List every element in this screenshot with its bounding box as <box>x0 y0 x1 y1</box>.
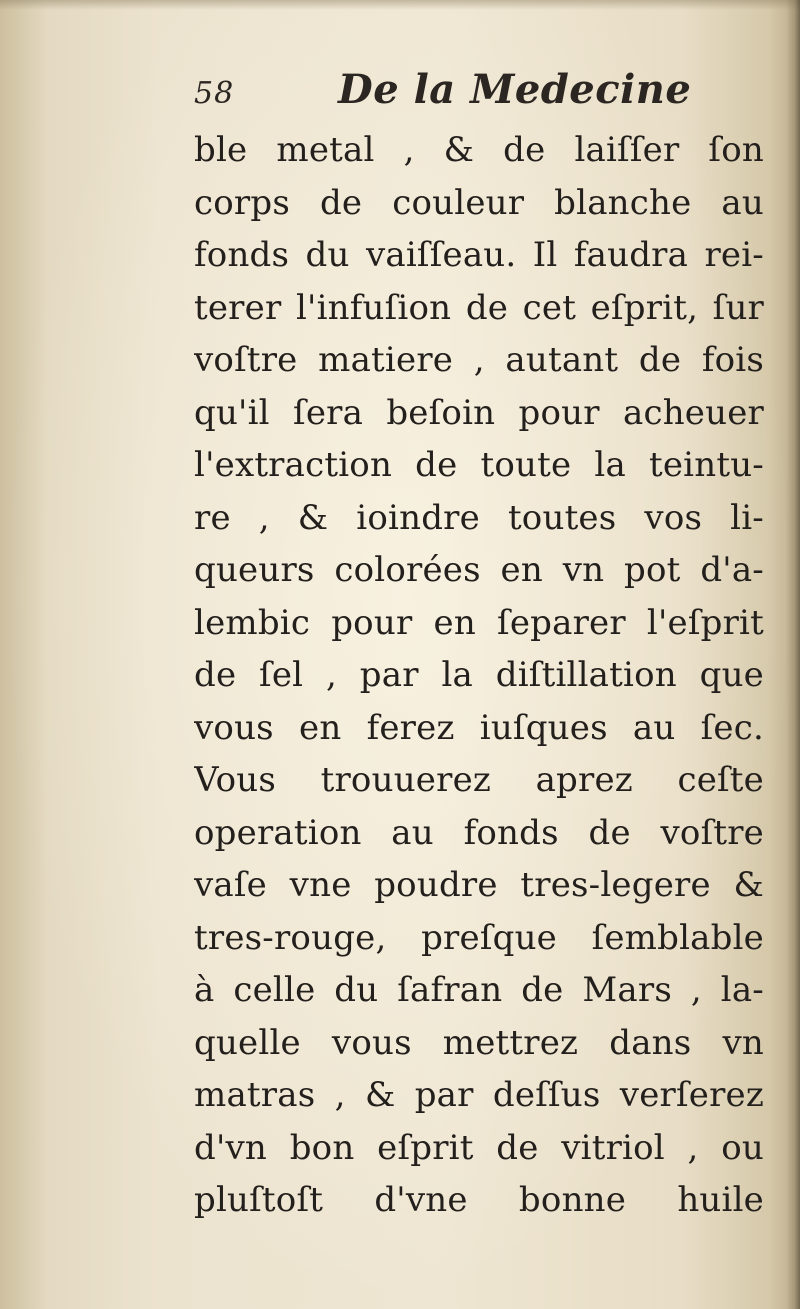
page-number: 58 <box>194 76 235 111</box>
text-line: re , & ioindre toutes vos li- <box>194 497 764 538</box>
text-line: terer l'infuſion de cet eſprit, ſur <box>194 287 764 328</box>
text-line: ble metal , & de laiſſer ſon <box>194 130 764 170</box>
text-line: vous en ferez iuſques au ſec. <box>194 707 764 748</box>
text-line: vaſe vne poudre tres-legere & <box>194 865 764 905</box>
text-line: queurs colorées en vn pot d'a- <box>194 550 764 590</box>
text-line: quelle vous mettrez dans vn <box>194 1022 764 1063</box>
text-line: tres-rouge, preſque ſemblable <box>194 917 764 958</box>
page-top-shadow <box>0 0 800 10</box>
text-line: d'vn bon eſprit de vitriol , ou <box>194 1127 764 1168</box>
text-line: fonds du vaiſſeau. Il faudra rei- <box>194 235 764 275</box>
page-gutter-shadow <box>786 0 800 1309</box>
text-line: de ſel , par la diſtillation que <box>194 655 764 695</box>
body-text <box>194 124 764 1227</box>
text-line: lembic pour en ſeparer l'eſprit <box>194 602 764 643</box>
text-line: operation au fonds de voſtre <box>194 812 764 853</box>
running-header <box>194 66 714 122</box>
text-line: Vous trouuerez aprez ceſte <box>194 760 764 800</box>
running-title: De la Medecine <box>338 66 692 113</box>
text-line: à celle du ſafran de Mars , la- <box>194 970 764 1010</box>
text-line: matras , & par deſſus verſerez <box>194 1075 764 1115</box>
text-line: l'extraction de toute la teintu- <box>194 445 764 485</box>
text-line: pluſtoſt d'vne bonne huile <box>194 1180 764 1220</box>
text-line: corps de couleur blanche au <box>194 182 764 223</box>
text-line: qu'il ſera beſoin pour acheuer <box>194 392 764 433</box>
text-line: voſtre matiere , autant de fois <box>194 340 764 380</box>
